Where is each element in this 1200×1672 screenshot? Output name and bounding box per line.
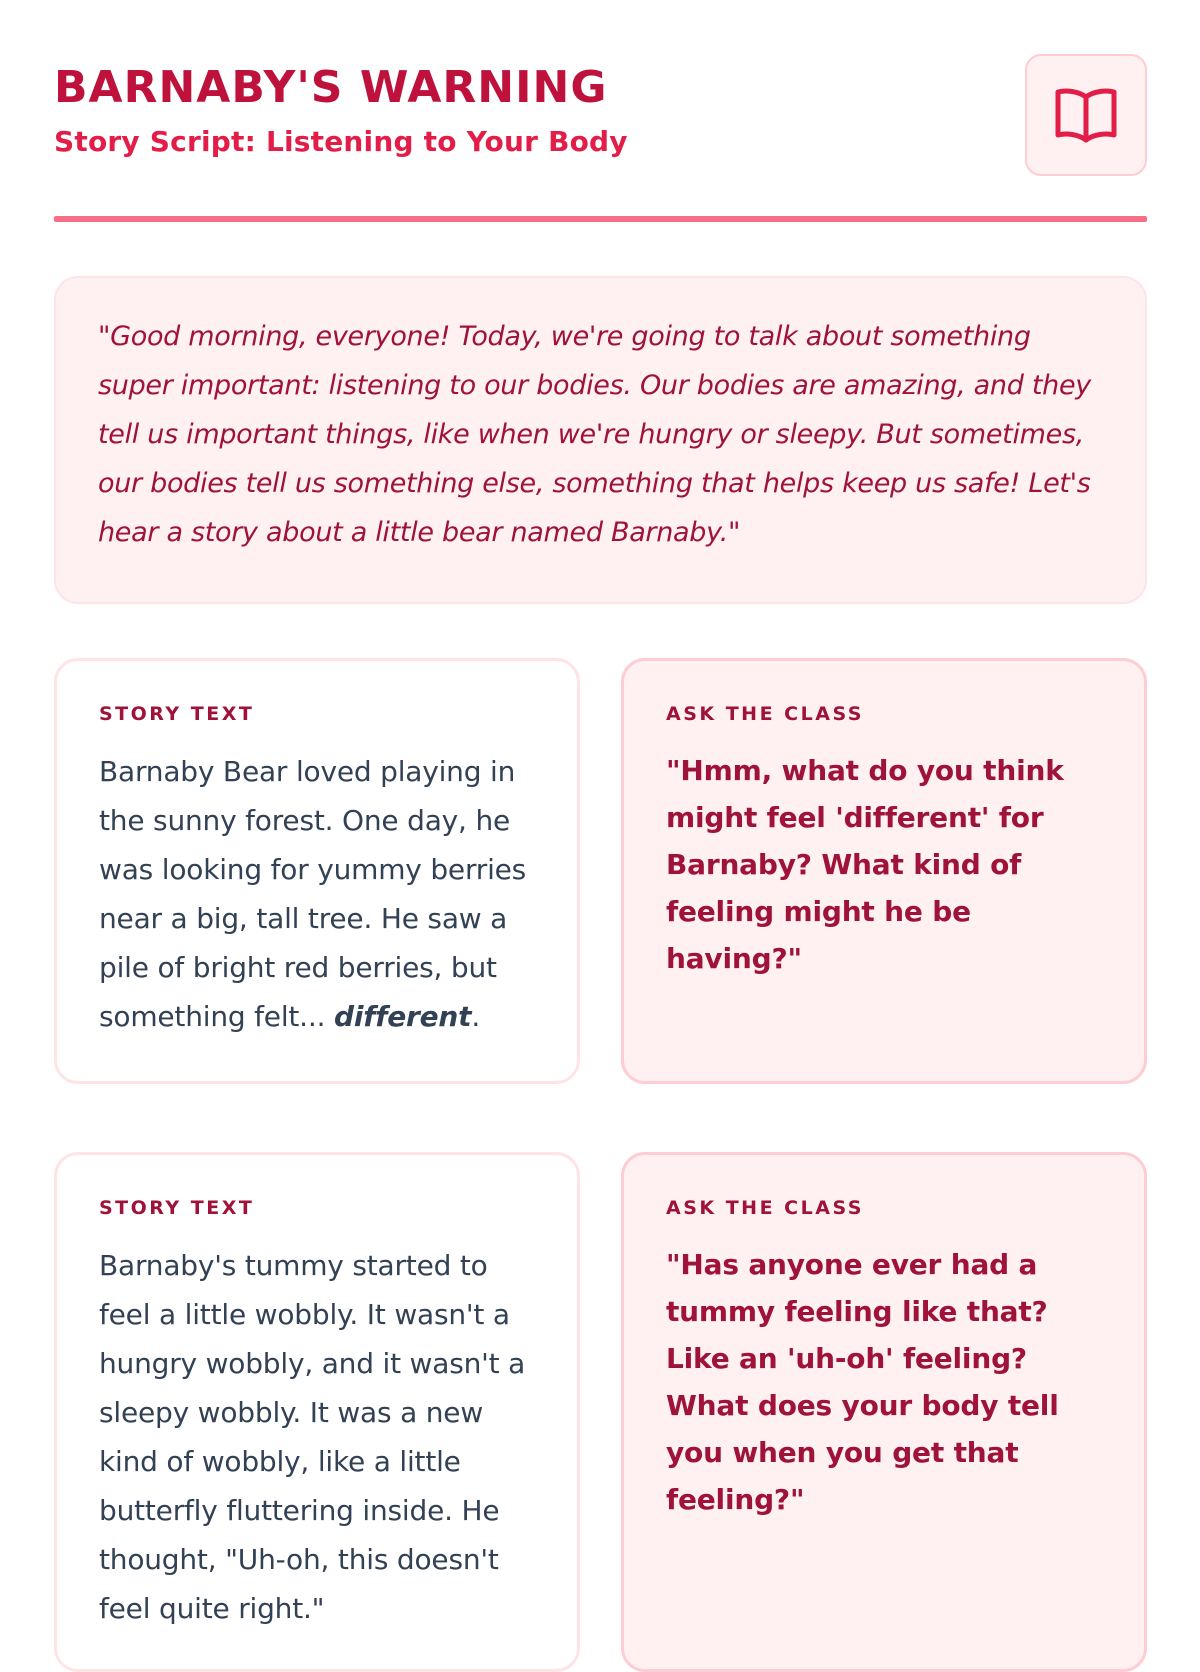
ask-the-class-question: "Has anyone ever had a tummy feeling like that? Like an 'uh-oh' feeling? What does your body tell you when you get that feeling?" (666, 1248, 1059, 1516)
ask-the-class-card (621, 1152, 1147, 1672)
page-header (54, 0, 1147, 224)
story-text-card (54, 658, 580, 1084)
page-title: BARNABY'S WARNING (54, 62, 608, 113)
story-text-emphasis: different (334, 1000, 472, 1033)
story-text-part: Barnaby Bear loved playing in the sunny forest. One day, he was looking for yummy berries near a big, tall tree. He saw a pile of bright red berries, but something felt... (99, 755, 527, 1033)
ask-the-class-label: ASK THE CLASS (666, 1197, 864, 1219)
story-text-punct: . (471, 1000, 481, 1033)
ask-the-class-question: "Hmm, what do you think might feel 'different' for Barnaby? What kind of feeling might he be having?" (666, 754, 1064, 975)
story-text-label: STORY TEXT (99, 1197, 255, 1219)
book-button[interactable] (1025, 54, 1147, 176)
story-text-body (99, 747, 535, 1041)
story-script-page (54, 0, 1147, 1625)
intro-quote-box (54, 276, 1147, 604)
intro-quote: "Good morning, everyone! Today, we're going to talk about something super important: listening to our bodies. Our bodies are amazing, and they tell us important things, like when we're hungry or sleepy. But sometimes, our bodies tell us something else, something that helps keep us safe! Let's hear a story about a little bear named Barnaby." (98, 321, 1091, 548)
page-subtitle: Story Script: Listening to Your Body (54, 125, 628, 158)
open-book-icon (1054, 85, 1118, 145)
story-text-body: Barnaby's tummy started to feel a little wobbly. It wasn't a hungry wobbly, and it wasn't a sleepy wobbly. It was a new kind of wobbly, like a little butterfly fluttering inside. He thought, "Uh-oh, this doesn't feel quite right." (99, 1249, 526, 1625)
header-divider (54, 216, 1147, 222)
ask-the-class-label: ASK THE CLASS (666, 703, 864, 725)
ask-the-class-card (621, 658, 1147, 1084)
story-text-card (54, 1152, 580, 1672)
story-text-label: STORY TEXT (99, 703, 255, 725)
